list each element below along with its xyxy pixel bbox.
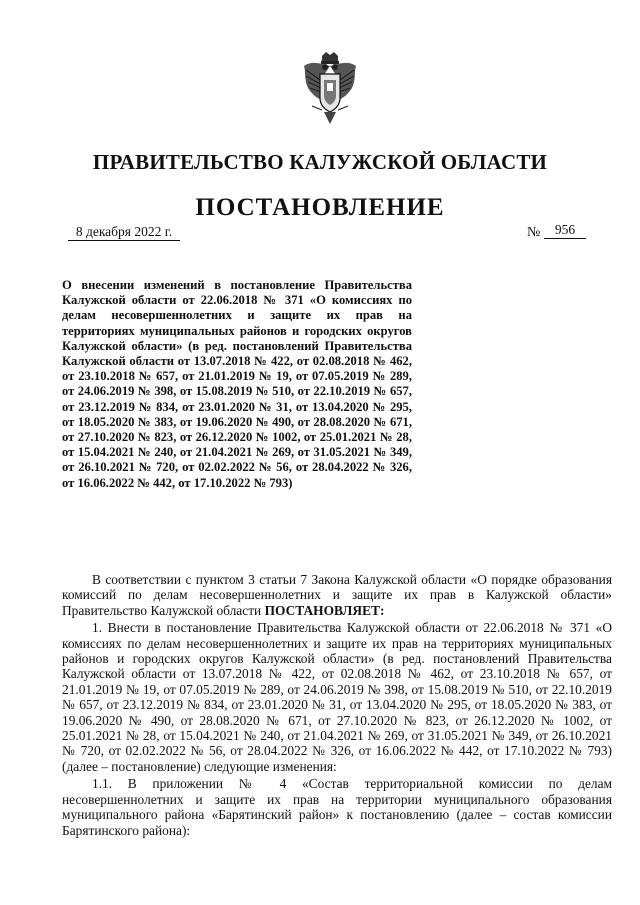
coat-of-arms-icon xyxy=(298,50,362,126)
document-number: 956 xyxy=(544,222,586,239)
preamble-paragraph xyxy=(62,572,612,618)
government-title: ПРАВИТЕЛЬСТВО КАЛУЖСКОЙ ОБЛАСТИ xyxy=(92,150,548,174)
preamble-text: В соответствии с пунктом 3 статьи 7 Закона Калужской области «О порядке образования комиссий по делам несовершеннолетних и защите их прав в Калужской области» Правительство Калужской области xyxy=(62,572,612,618)
item-1-1-paragraph: 1.1. В приложении № 4 «Состав территориальной комиссии по делам несовершеннолетних и защите их прав на территории муниципального образования муниципального района «Барятинский район» к постановлению (далее – состав комиссии Барятинского района): xyxy=(62,776,612,838)
number-sign: № xyxy=(527,225,541,240)
document-subject: О внесении изменений в постановление Правительства Калужской области от 22.06.2018 № 371 «О комиссиях по делам несовершеннолетних и защите их прав на территориях муниципальных районов и городских округов Калужской области» (в ред. постановлений Правительства Калужской области от 13.07.2018 № 422, от 02.08.2018 № 462, от 23.10.2018 № 657, от 21.01.2019 № 19, от 07.05.2019 № 289, от 24.06.2019 № 398, от 15.08.2019 № 510, от 22.10.2019 № 657, от 23.12.2019 № 834, от 23.01.2020 № 31, от 13.04.2020 № 295, от 18.05.2020 № 383, от 19.06.2020 № 490, от 28.08.2020 № 671, от 27.10.2020 № 823, от 26.12.2020 № 1002, от 25.01.2021 № 28, от 15.04.2021 № 240, от 21.04.2021 № 269, от 31.05.2021 № 349, от 26.10.2021 № 720, от 02.02.2022 № 56, от 28.04.2022 № 326, от 16.06.2022 № 442, от 17.10.2022 № 793) xyxy=(62,278,412,490)
decree-word: ПОСТАНОВЛЯЕТ: xyxy=(264,602,385,618)
document-body xyxy=(62,572,612,838)
item-1-paragraph: 1. Внести в постановление Правительства Калужской области от 22.06.2018 № 371 «О комиссиях по делам несовершеннолетних и защите их прав на территориях муниципальных районов и городских округов Калужской области» (в ред. постановлений Правительства Калужской области от 13.07.2018 № 422, от 02.08.2018 № 462, от 23.10.2018 № 657, от 21.01.2019 № 19, от 07.05.2019 № 289, от 24.06.2019 № 398, от 15.08.2019 № 510, от 22.10.2019 № 657, от 23.12.2019 № 834, от 23.01.2020 № 31, от 13.04.2020 № 295, от 18.05.2020 № 383, от 19.06.2020 № 490, от 28.08.2020 № 671, от 27.10.2020 № 823, от 26.12.2020 № 1002, от 25.01.2021 № 28, от 15.04.2021 № 240, от 21.04.2021 № 269, от 31.05.2021 № 349, от 26.10.2021 № 720, от 02.02.2022 № 56, от 28.04.2022 № 326, от 16.06.2022 № 442, от 17.10.2022 № 793) (далее – постановление) следующие изменения: xyxy=(62,620,612,774)
document-date: 8 декабря 2022 г. xyxy=(68,224,180,241)
document-kind-title: ПОСТАНОВЛЕНИЕ xyxy=(195,194,445,221)
